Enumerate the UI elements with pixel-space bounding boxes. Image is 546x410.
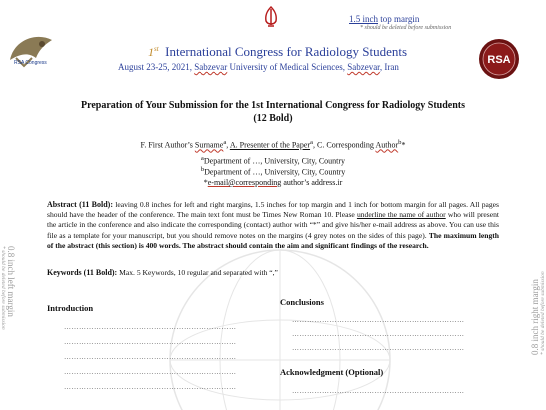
paper-title: Preparation of Your Submission for the 1st International Congress for Radiology Students (12 Bold) — [80, 100, 466, 124]
logo-left-label: RSA Congress — [14, 60, 47, 66]
congress-title: 1st International Congress for Radiology Students — [148, 44, 408, 59]
placeholder-dots: …………………………………………………………… — [64, 338, 237, 346]
top-margin-subnote: * should be deleted before submission — [360, 25, 452, 31]
abstract-paragraph: Abstract (11 Bold): leaving 0.8 inches for left and right margins, 1.5 inches for top margin and 1 inch for bottom margin for all pages. All pages should have the header of the conference. The main text font must be Times New Roman 10. Please underline the name of author who will present the article in the conference and also indicate the corresponding (contact) author with “*” and give his/her e-mail address as above. You can use this file as a template for your manuscript, but you should remove notes on the margins (4 grey notes on the sides of this page). The maximum length of the abstract (this section) is 400 words. The abstract should contain the aim and significant findings of the research. — [47, 200, 500, 250]
placeholder-dots: …………………………………………………………… — [292, 387, 465, 395]
corresponding-email: *e-mail@corresponding author’s address.ir — [203, 178, 343, 187]
iran-emblem-icon — [260, 5, 282, 29]
right-margin-note: 0.8 inch right margin * should be deleted before submission — [530, 271, 546, 355]
acknowledgment-heading: Acknowledgment (Optional) — [280, 367, 384, 377]
affiliation-b: $^b$Department of …, University, City, Country — [200, 166, 346, 177]
placeholder-dots: …………………………………………………………… — [292, 344, 465, 352]
affiliation-a: $^a$Department of …, University, City, Country — [200, 155, 346, 166]
placeholder-dots: …………………………………………………………… — [64, 323, 237, 331]
conclusions-heading: Conclusions — [280, 297, 324, 307]
keywords-line: Keywords (11 Bold): Max. 5 Keywords, 10 regular and separated with “,” — [47, 268, 278, 277]
introduction-heading: Introduction — [47, 303, 94, 313]
placeholder-dots: …………………………………………………………… — [292, 316, 465, 324]
congress-date-place: August 23-25, 2021, Sabzevar University of Medical Sciences, Sabzevar, Iran — [118, 62, 399, 72]
placeholder-dots: …………………………………………………………… — [64, 368, 237, 376]
rsa-badge-text: RSA — [487, 54, 511, 66]
rsa-badge-logo — [478, 38, 520, 80]
placeholder-dots: …………………………………………………………… — [292, 330, 465, 338]
top-margin-note: 1.5 inch top margin — [349, 14, 420, 24]
left-margin-note: 0.8 inch left margin * should be deleted before submission — [0, 246, 16, 330]
author-list: F. First Author’s Surname$^a$, A. Presenter of the Paper$^a$, C. Corresponding Author$^b$* — [140, 139, 406, 150]
placeholder-dots: …………………………………………………………… — [64, 353, 237, 361]
placeholder-dots: …………………………………………………………… — [64, 383, 237, 391]
